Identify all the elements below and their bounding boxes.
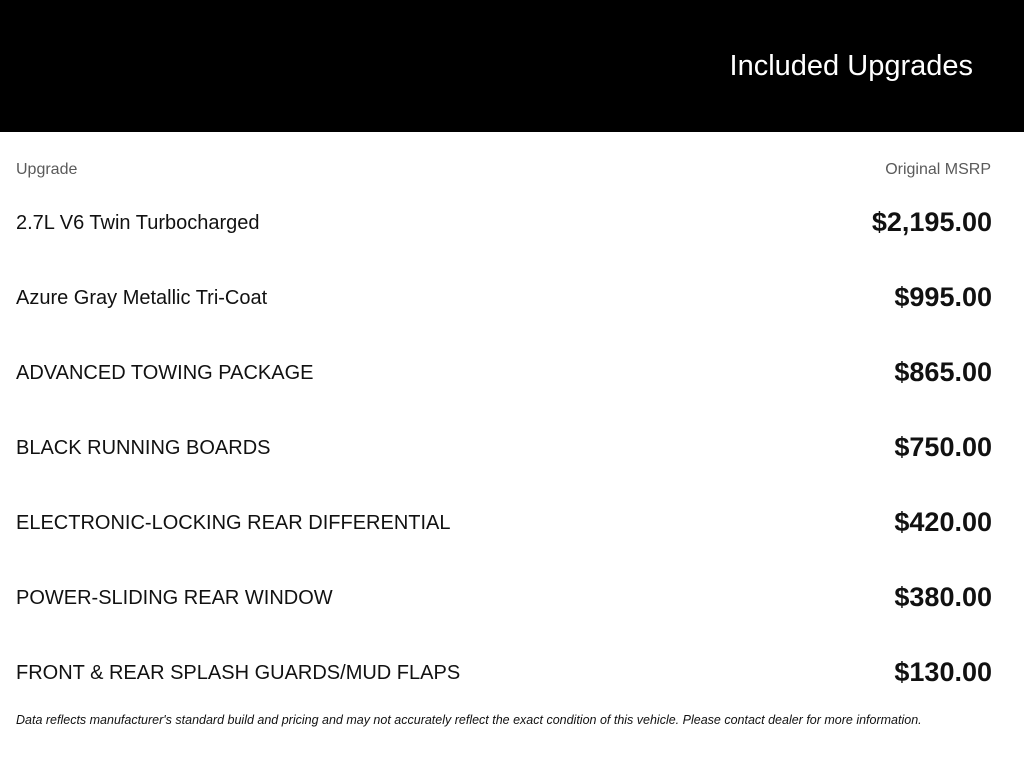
column-header-upgrade: Upgrade [16, 161, 78, 178]
page-title: Included Upgrades [729, 50, 973, 82]
upgrade-price: $420.00 [894, 507, 992, 537]
header-bar [0, 0, 1024, 132]
table-row [16, 197, 992, 272]
upgrade-price: $865.00 [894, 357, 992, 387]
upgrade-name: Azure Gray Metallic Tri-Coat [16, 287, 268, 309]
table-row [16, 647, 992, 722]
disclaimer-text: Data reflects manufacturer's standard build and pricing and may not accurately reflect the exact condition of this vehicle. Please contact dealer for more information. [16, 713, 922, 727]
upgrade-price: $380.00 [894, 582, 992, 612]
upgrade-name: FRONT & REAR SPLASH GUARDS/MUD FLAPS [16, 662, 461, 684]
table-row [16, 347, 992, 422]
upgrade-price: $750.00 [894, 432, 992, 462]
upgrade-name: ELECTRONIC-LOCKING REAR DIFFERENTIAL [16, 512, 451, 534]
table-row [16, 272, 992, 347]
table-row [16, 497, 992, 572]
upgrade-name: ADVANCED TOWING PACKAGE [16, 362, 314, 384]
upgrade-price: $2,195.00 [871, 207, 992, 237]
upgrade-price: $995.00 [894, 282, 992, 312]
upgrade-price: $130.00 [894, 657, 992, 687]
table-column-headers [16, 160, 992, 180]
upgrade-name: 2.7L V6 Twin Turbocharged [16, 212, 260, 234]
upgrades-list [16, 197, 992, 722]
upgrade-name: POWER-SLIDING REAR WINDOW [16, 587, 333, 609]
upgrade-name: BLACK RUNNING BOARDS [16, 437, 271, 459]
table-row [16, 422, 992, 497]
table-row [16, 572, 992, 647]
column-header-msrp: Original MSRP [885, 161, 991, 178]
